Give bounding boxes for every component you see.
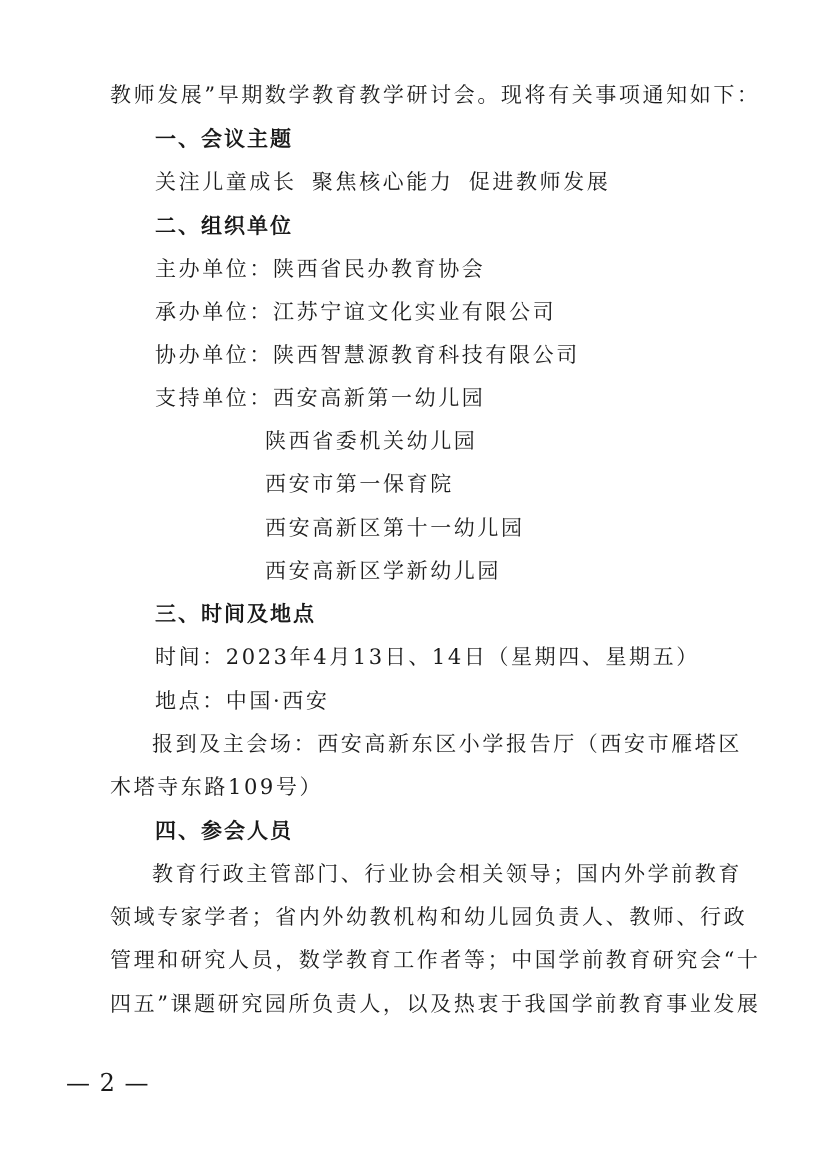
co-organizer-unit: 协办单位：陕西智慧源教育科技有限公司: [155, 343, 580, 367]
participants-line: 四五”课题研究园所负责人，以及热衷于我国学前教育事业发展: [110, 992, 761, 1016]
supporter-unit: 西安高新区第十一幼儿园: [265, 516, 525, 540]
supporter-unit: 西安高新区学新幼儿园: [265, 559, 501, 583]
section-heading-time-place: 三、时间及地点: [155, 602, 316, 626]
section-heading-organizations: 二、组织单位: [155, 214, 293, 238]
organizer-unit: 承办单位：江苏宁谊文化实业有限公司: [155, 300, 557, 324]
page-number: — 2 —: [66, 1069, 150, 1097]
supporter-unit: 西安市第一保育院: [265, 472, 454, 496]
meeting-place: 地点：中国·西安: [155, 689, 330, 713]
supporter-unit: 陕西省委机关幼儿园: [265, 429, 478, 453]
section-heading-theme: 一、会议主题: [155, 127, 293, 151]
host-unit: 主办单位：陕西省民办教育协会: [155, 257, 486, 281]
intro-tail-text: 教师发展”早期数学教育教学研讨会。现将有关事项通知如下：: [110, 83, 761, 107]
section-heading-participants: 四、参会人员: [155, 819, 293, 843]
theme-text: 关注儿童成长 聚焦核心能力 促进教师发展: [155, 170, 611, 194]
venue-line-1: 报到及主会场：西安高新东区小学报告厅（西安市雁塔区: [152, 732, 742, 756]
supporter-unit-first: 支持单位：西安高新第一幼儿园: [155, 386, 486, 410]
meeting-time: 时间：2023年4月13日、14日（星期四、星期五）: [155, 645, 700, 669]
participants-line: 管理和研究人员，数学教育工作者等；中国学前教育研究会“十: [110, 948, 761, 972]
participants-line: 领域专家学者；省内外幼教机构和幼儿园负责人、教师、行政: [110, 905, 748, 929]
participants-line: 教育行政主管部门、行业协会相关领导；国内外学前教育: [152, 862, 742, 886]
venue-line-2: 木塔寺东路109号）: [110, 775, 324, 799]
